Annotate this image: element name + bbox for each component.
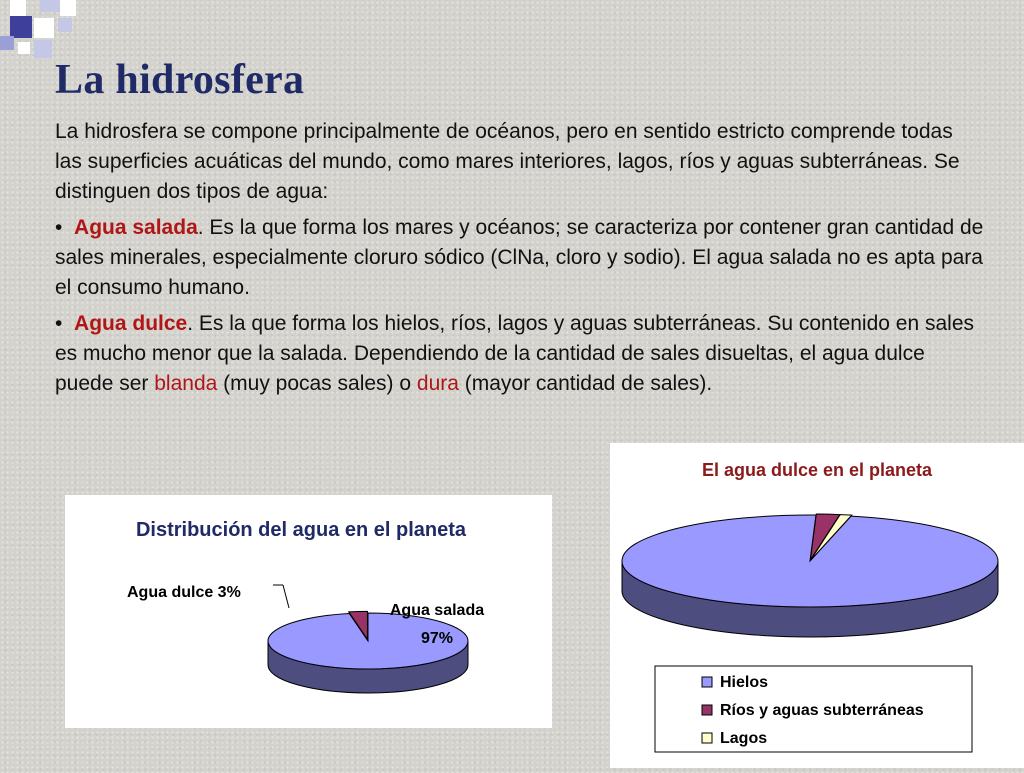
- legend-label-rios: Ríos y aguas subterráneas: [720, 702, 924, 719]
- data-label-97: 97%: [420, 630, 454, 647]
- intro-paragraph: La hidrosfera se compone principalmente de océanos, pero en sentido estricto comprende todas las superficies acuáticas del mundo, como mares interiores, lagos, ríos y aguas subterráneas. Se distinguen dos tipos de agua:: [55, 120, 960, 203]
- agua-salada-text: . Es la que forma los mares y océanos; se caracteriza por contener gran cantidad de sales minerales, especialmente cloruro sódico (ClNa, cloro y sodio). El agua salada no es apta para el consumo humano.: [55, 216, 984, 299]
- term-agua-dulce: Agua dulce: [74, 312, 188, 335]
- chart-title: El agua dulce en el planeta: [701, 460, 933, 480]
- term-dura: dura: [416, 372, 459, 395]
- term-blanda: blanda: [154, 372, 218, 395]
- data-label-agua-dulce: Agua dulce 3%: [127, 584, 241, 601]
- agua-dulce-text-c: (mayor cantidad de sales).: [458, 372, 713, 395]
- bullet-marker: •: [55, 216, 63, 239]
- chart-agua-dulce-svg: [610, 443, 1024, 768]
- pie-slice-hielos: [622, 515, 998, 607]
- bullet-agua-salada: [55, 213, 985, 303]
- data-label-agua-salada: Agua salada: [389, 602, 485, 619]
- bullet-agua-dulce: [55, 309, 985, 399]
- leader-line: [283, 585, 289, 608]
- agua-dulce-text-b: (muy pocas sales) o: [217, 372, 417, 395]
- bullet-marker: •: [55, 312, 63, 335]
- agua-dulce-text-a: . Es la que forma los hielos, ríos, lagos y aguas subterráneas. Su contenido en sales es mucho menor que la salada. Dependiendo de la cantidad de sales disueltas, el agua dulce puede ser: [55, 312, 975, 395]
- legend-swatch-hielos: [702, 677, 712, 687]
- page-title: La hidrosfera: [55, 57, 305, 103]
- chart-distribucion: [65, 495, 552, 728]
- body-text: [55, 117, 985, 405]
- chart-agua-dulce: [610, 443, 1024, 768]
- legend-swatch-lagos: [702, 733, 712, 743]
- legend-label-hielos: Hielos: [720, 674, 769, 691]
- legend-label-lagos: Lagos: [720, 730, 768, 747]
- chart-distribucion-svg: [65, 495, 552, 728]
- legend-swatch-rios: [702, 705, 712, 715]
- chart-title: Distribución del agua en el planeta: [135, 519, 467, 541]
- term-agua-salada: Agua salada: [74, 216, 198, 239]
